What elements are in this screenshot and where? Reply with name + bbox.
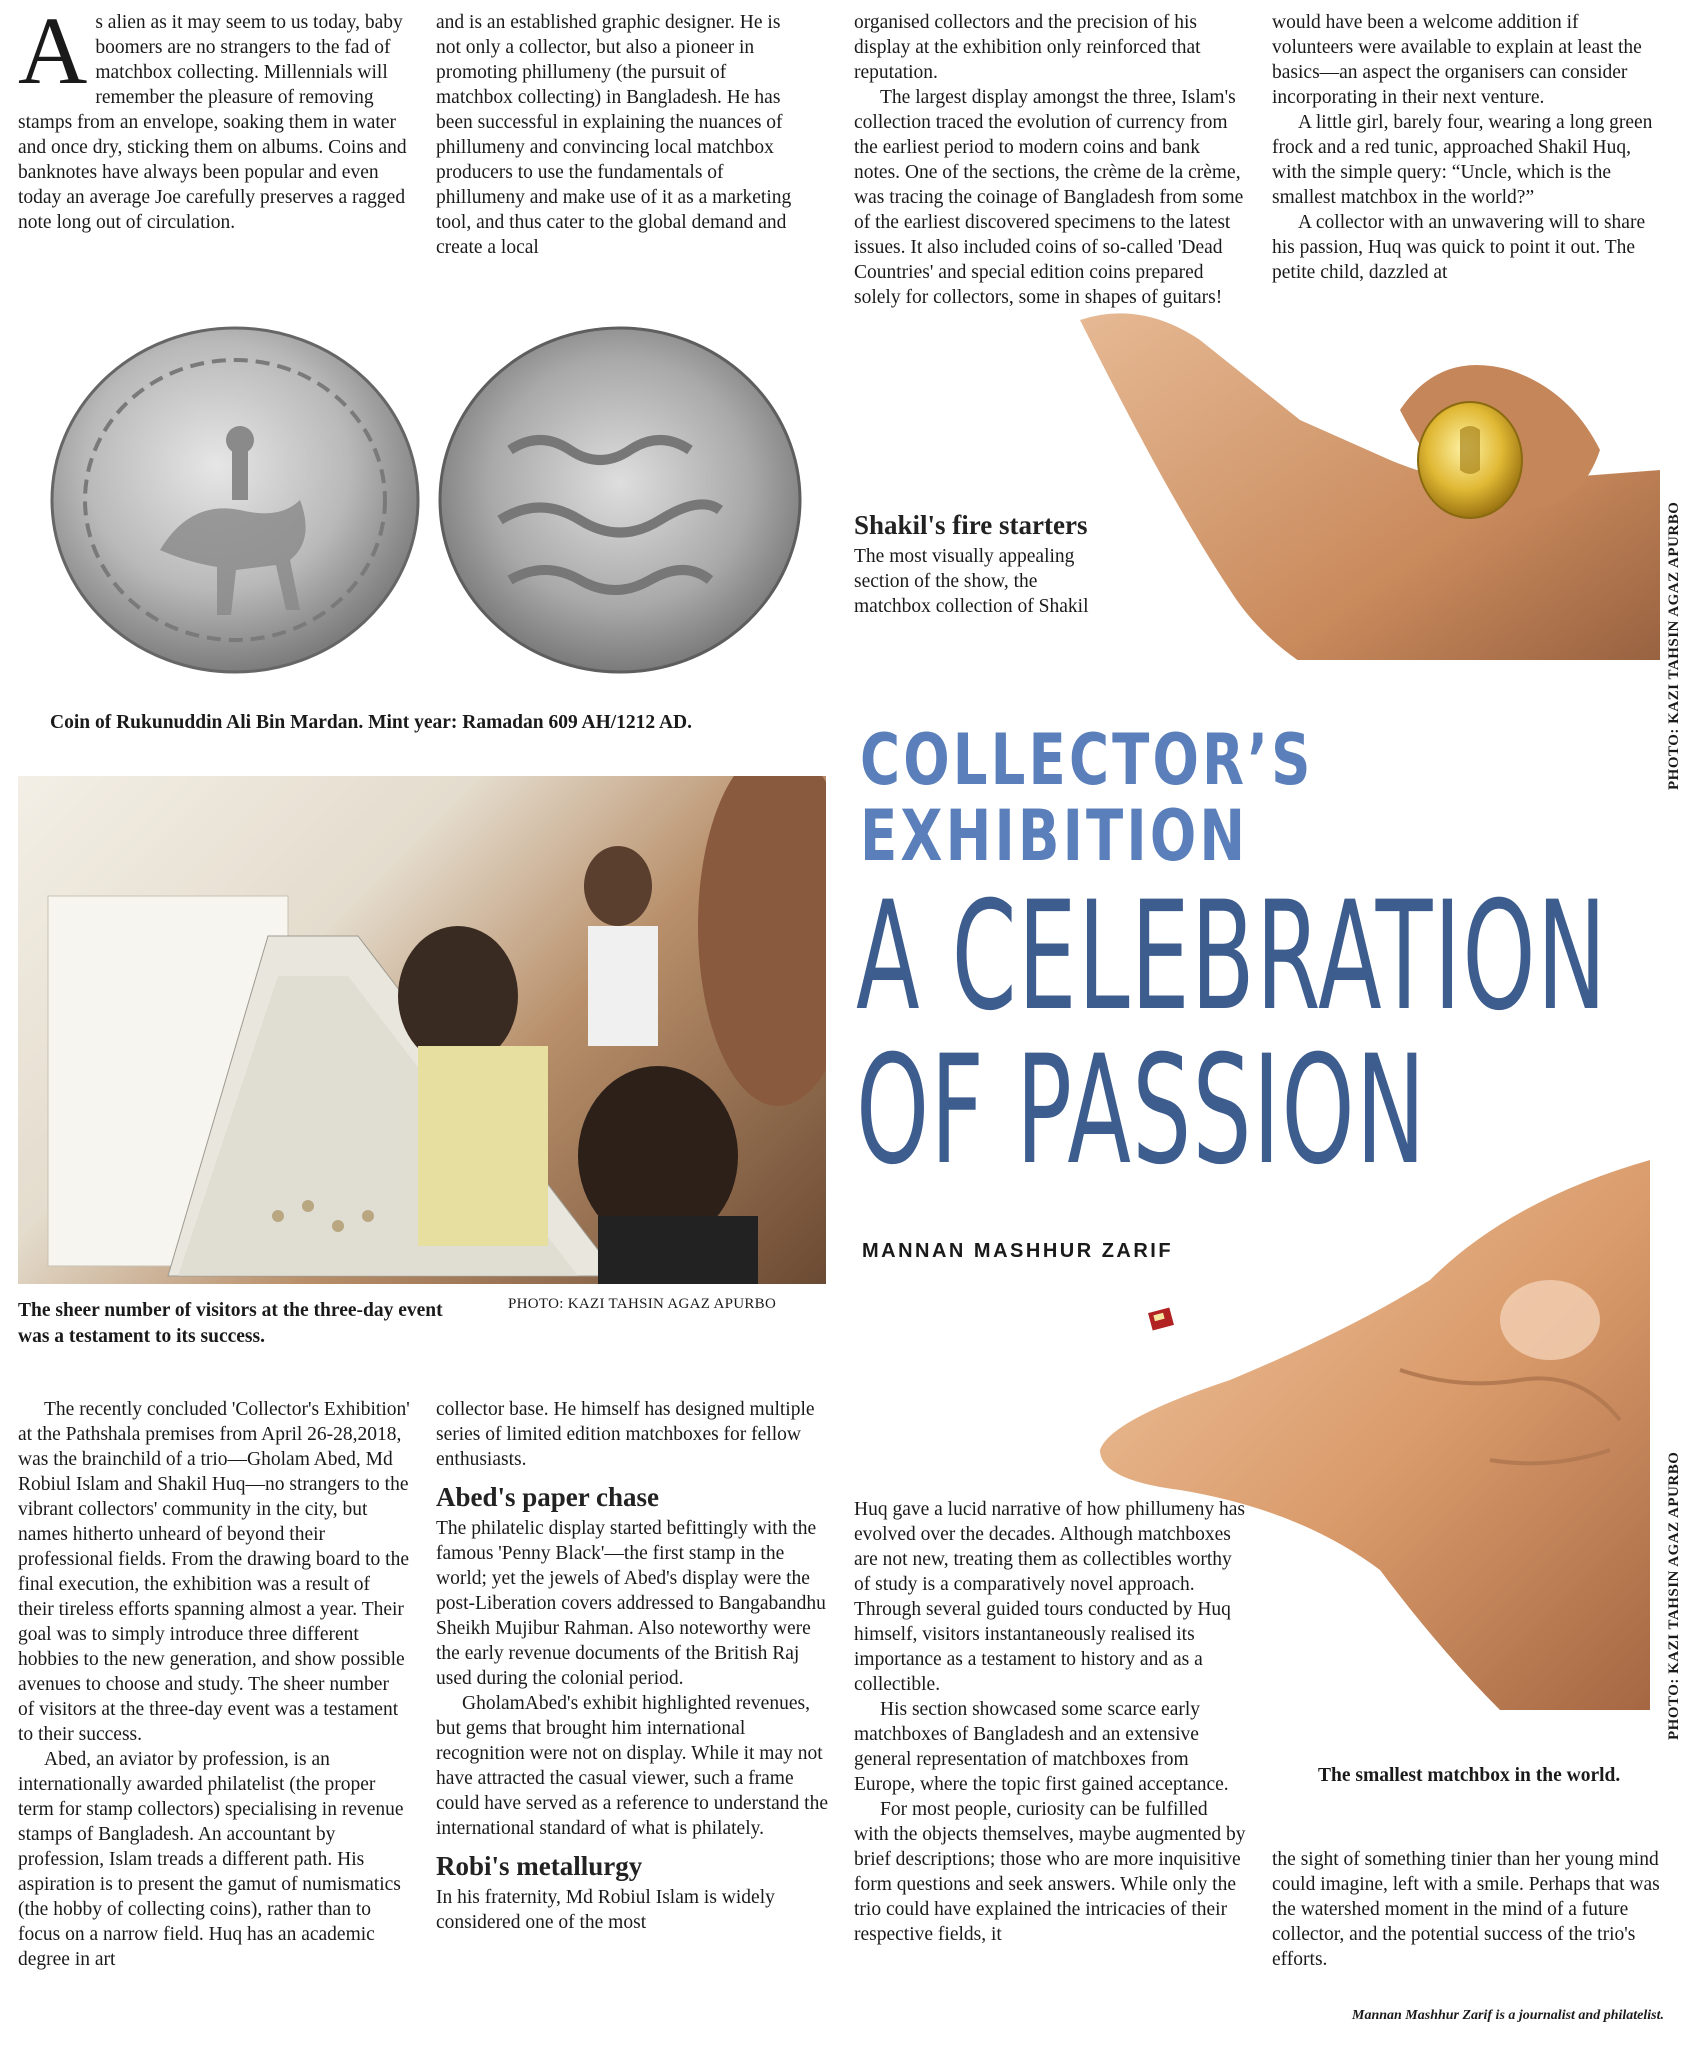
paragraph: would have been a welcome addition if volunteers were available to explain at least the basics—an aspect the organisers can consider incorporating in their next venture.	[1272, 12, 1642, 108]
drop-cap: A	[18, 0, 88, 104]
paragraph: A little girl, barely four, wearing a long green frock and a red tunic, approached Shakil Huq, with the simple query: “Uncle, which is the smallest matchbox in the world?”	[1272, 112, 1653, 208]
gold-coin-hand-photo	[1060, 280, 1660, 660]
section-heading: Abed's paper chase	[436, 1482, 660, 1512]
kicker-line-2: EXHIBITION	[860, 795, 1249, 877]
byline: MANNAN MASHHUR ZARIF	[862, 1240, 1174, 1262]
coin-caption: Coin of Rukunuddin Ali Bin Mardan. Mint year: Ramadan 609 AH/1212 AD.	[50, 712, 692, 733]
side-photo-credit-bottom: PHOTO: KAZI TAHSIN AGAZ APURBO	[1666, 1451, 1682, 1740]
kicker-title	[860, 719, 1314, 877]
hand-holding-coin	[1060, 280, 1660, 660]
side-photo-credit-top: PHOTO: KAZI TAHSIN AGAZ APURBO	[1666, 501, 1682, 790]
intro-paragraph: s alien as it may seem to us today, baby boomers are no strangers to the fad of matchbox collecting. Millennials will remember the pleasure of removing stamps from an envelope, soaking them in water and once dry, sticking them on albums. Coins and banknotes have always been popular and even today an average Joe carefully preserves a ragged note long out of circulation.	[18, 12, 407, 233]
coin-photo	[40, 320, 820, 690]
paragraph: and is an established graphic designer. He is not only a collector, but also a pioneer in promoting phillumeny (the pursuit of matchbox collecting) in Bangladesh. He has been successful in explaining the nuances of phillumeny and convincing local matchbox producers to use the fundamentals of phillumeny and make use of it as a marketing tool, and thus cater to the global demand and create a local	[436, 12, 792, 258]
article-col4-top	[1272, 10, 1664, 285]
paragraph: In his fraternity, Md Robiul Islam is widely considered one of the most	[436, 1887, 775, 1933]
visitors-photo	[18, 776, 826, 1284]
article-col1-bottom	[18, 1397, 410, 1972]
paragraph: collector base. He himself has designed multiple series of limited edition matchboxes for fellow enthusiasts.	[436, 1399, 815, 1470]
article-col1-top	[18, 0, 410, 235]
paragraph: The largest display amongst the three, Islam's collection traced the evolution of currency from the earliest period to modern coins and bank notes. One of the sections, the crème de la crème, was tracing the coinage of Bangladesh from some of the earliest discovered specimens to the latest issues. It also included coins of so-called 'Dead Countries' and special edition coins prepared solely for collectors, some in shapes of guitars!	[854, 87, 1244, 308]
matchbox-caption: The smallest matchbox in the world.	[1318, 1765, 1621, 1786]
paragraph: organised collectors and the precision of his display at the exhibition only reinforced that reputation.	[854, 12, 1201, 83]
paragraph: Abed, an aviator by profession, is an internationally awarded philatelist (the proper term for stamp collectors) specialising in revenue stamps of Bangladesh. An accountant by profession, Islam treads a different path. His aspiration is to present the gamut of numismatics (the hobby of collecting coins), rather than to focus on a narrow field. Huq has an academic degree in art	[18, 1749, 404, 1970]
article-col3-top	[854, 10, 1246, 310]
author-bio: Mannan Mashhur Zarif is a journalist and philatelist.	[1352, 2008, 1664, 2023]
article-col2-top	[436, 10, 804, 260]
kicker-line-1: COLLECTOR’S	[860, 719, 1314, 801]
coin-illustration	[40, 320, 820, 690]
section-heading: Shakil's fire starters	[854, 510, 1088, 540]
paragraph: His section showcased some scarce early matchboxes of Bangladesh and an extensive general representation of matchboxes from Europe, where the topic first gained acceptance.	[854, 1699, 1229, 1795]
paragraph: The most visually appealing section of the show, the matchbox collection of Shakil	[854, 546, 1089, 617]
article-col2-bottom	[436, 1397, 828, 1935]
visitors-caption: The sheer number of visitors at the three-day event was a testament to its success.	[18, 1300, 443, 1347]
paragraph: The philatelic display started befittingly with the famous 'Penny Black'—the first stamp in the world; yet the jewels of Abed's display were the post-Liberation covers addressed to Bangabandhu Sheikh Mujibur Rahman. Also noteworthy were the early revenue documents of the British Raj used during the colonial period.	[436, 1518, 826, 1689]
article-col4-bottom	[1272, 1847, 1664, 1972]
visitors-photo-credit: PHOTO: KAZI TAHSIN AGAZ APURBO	[508, 1296, 777, 1312]
paragraph: GholamAbed's exhibit highlighted revenues, but gems that brought him international recognition were not on display. While it may not have attracted the casual viewer, such a frame could have served as a reference to understand the international standard of what is philately.	[436, 1693, 828, 1839]
section-heading: Robi's metallurgy	[436, 1851, 643, 1881]
paragraph: The recently concluded 'Collector's Exhibition' at the Pathshala premises from April 26-28,2018, was the brainchild of a trio—Gholam Abed, Md Robiul Islam and Shakil Huq—no strangers to the vibrant collectors' community in the city, but names hitherto unheard of beyond their professional fields. From the drawing board to the final execution, the exhibition was a result of their tireless efforts spanning almost a year. Their goal was to simply introduce three different hobbies to the new generation, and show possible avenues to choose and study. The sheer number of visitors at the three-day event was a testament to their success.	[18, 1399, 410, 1745]
article-col3-mid	[854, 510, 1094, 619]
article-col3-bottom	[854, 1497, 1246, 1947]
paragraph: A collector with an unwavering will to share his passion, Huq was quick to point it out. The petite child, dazzled at	[1272, 212, 1646, 283]
paragraph: For most people, curiosity can be fulfilled with the objects themselves, maybe augmented by brief descriptions; those who are more inquisitive form questions and seek answers. While only the trio could have explained the intricacies of their respective fields, it	[854, 1799, 1246, 1945]
headline-line-1: A CELEBRATION	[856, 870, 1608, 1044]
exhibition-scene	[18, 776, 826, 1284]
headline-line-2: OF PASSION	[856, 1024, 1427, 1198]
paragraph: Huq gave a lucid narrative of how phillumeny has evolved over the decades. Although matchboxes are not new, treating them as collectibles worthy of study is a comparatively novel approach. Through several guided tours conducted by Huq himself, visitors instantaneously realised its importance as a testament to history and as a collectible.	[854, 1499, 1245, 1695]
paragraph: the sight of something tinier than her young mind could imagine, left with a smile. Perhaps that was the watershed moment in the mind of a future collector, and the potential success of the trio's efforts.	[1272, 1849, 1660, 1970]
